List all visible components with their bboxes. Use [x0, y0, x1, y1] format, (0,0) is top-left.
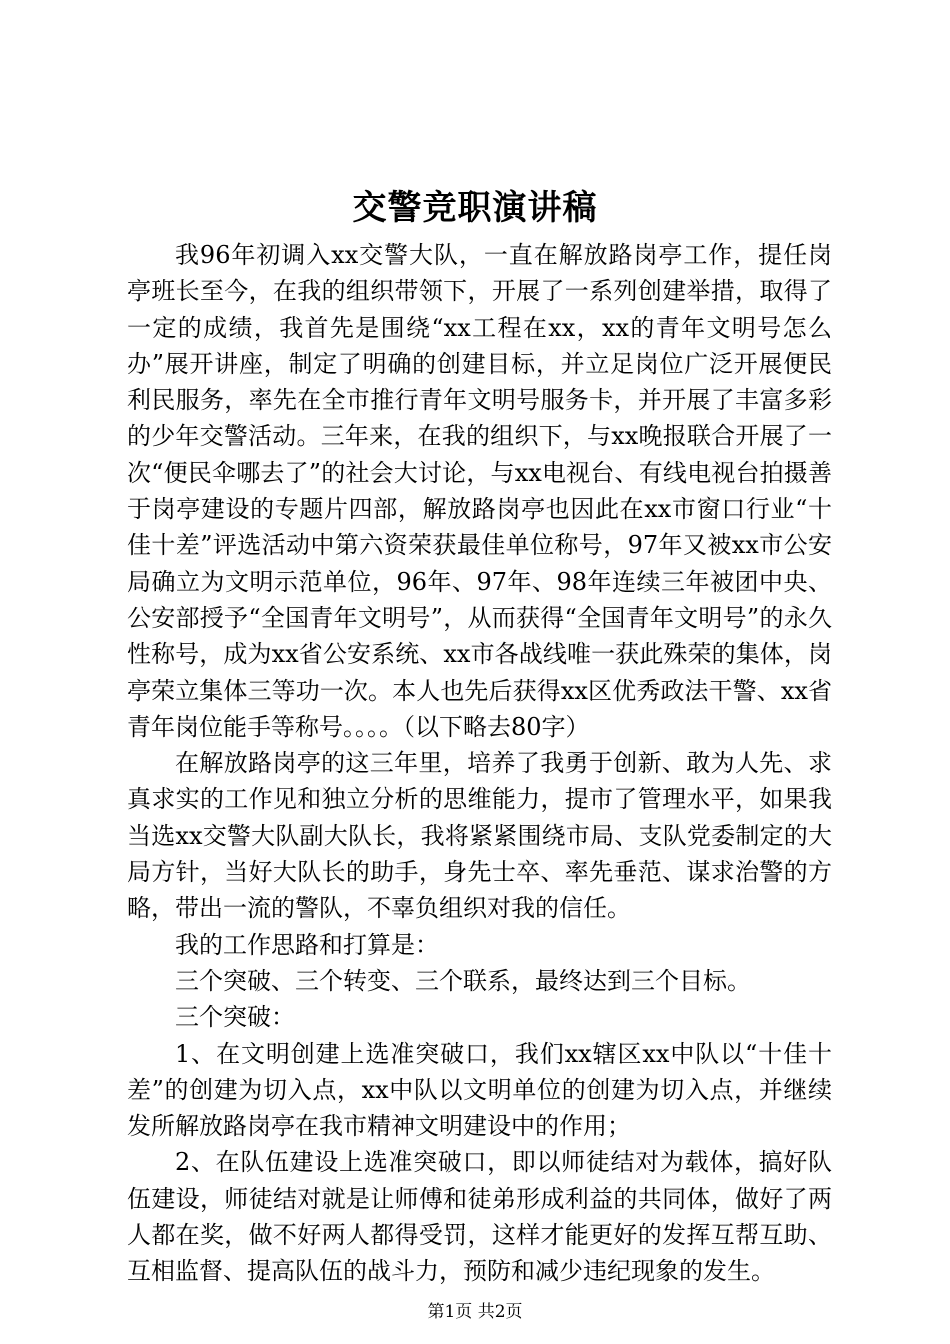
paragraph: 2、在队伍建设上选准突破口，即以师徒结对为载体，搞好队伍建设，师徒结对就是让师傅和徒弟形成利益的共同体，做好了两人都在奖，做不好两人都得受罚，这样才能更好的发挥互帮互助、互相监督、提高队伍的战斗力，预防和减少违纪现象的发生。	[127, 1148, 832, 1286]
paragraph: 1、在文明创建上选准突破口，我们xx辖区xx中队以“十佳十差”的创建为切入点，xx中队以文明单位的创建为切入点，并继续发所解放路岗亭在我市精神文明建设中的作用；	[127, 1039, 832, 1141]
document-title: 交警竞职演讲稿	[352, 188, 598, 228]
page-footer: 第1页 共2页	[427, 1302, 523, 1322]
paragraph: 我96年初调入xx交警大队，一直在解放路岗亭工作，提任岗亭班长至今，在我的组织带领下，开展了一系列创建举措，取得了一定的成绩，我首先是围绕“xx工程在xx，xx的青年文明号怎么办”展开讲座，制定了明确的创建目标，并立足岗位广泛开展便民利民服务，率先在全市推行青年文明号服务卡，并开展了丰富多彩的少年交警活动。三年来，在我的组织下，与xx晚报联合开展了一次“便民伞哪去了”的社会大讨论，与xx电视台、有线电视台拍摄善于岗亭建设的专题片四部，解放路岗亭也因此在xx市窗口行业“十佳十差”评选活动中第六资荣获最佳单位称号，97年又被xx市公安局确立为文明示范单位，96年、97年、98年连续三年被团中央、公安部授予“全国青年文明号”，从而获得“全国青年文明号”的永久性称号，成为xx省公安系统、xx市各战线唯一获此殊荣的集体，岗亭荣立集体三等功一次。本人也先后获得xx区优秀政法干警、xx省青年岗位能手等称号。。。。（以下略去80字）	[127, 241, 832, 741]
paragraph: 在解放路岗亭的这三年里，培养了我勇于创新、敢为人先、求真求实的工作见和独立分析的思维能力，提市了管理水平，如果我当选xx交警大队副大队长，我将紧紧围绕市局、支队党委制定的大局方针，当好大队长的助手，身先士卒、率先垂范、谋求治警的方略，带出一流的警队，不辜负组织对我的信任。	[127, 749, 832, 923]
paragraph: 我的工作思路和打算是：	[175, 930, 439, 959]
paragraph: 三个突破、三个转变、三个联系，最终达到三个目标。	[175, 966, 751, 995]
paragraph: 三个突破：	[175, 1003, 295, 1032]
document-body	[127, 237, 832, 1290]
